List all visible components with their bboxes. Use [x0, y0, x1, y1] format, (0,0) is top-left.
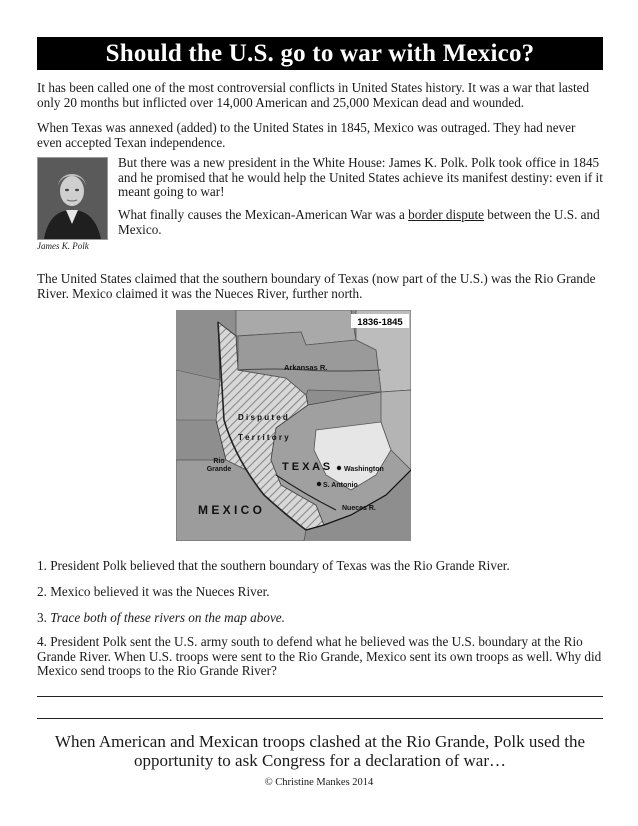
question-3-text: Trace both of these rivers on the map above. [50, 610, 285, 625]
boundary-claims-paragraph: The United States claimed that the southern boundary of Texas (now part of the U.S.) was the Rio Grande River. Mexico claimed it was the Nueces River, further north. [37, 271, 596, 301]
worksheet-title: Should the U.S. go to war with Mexico? [37, 37, 603, 70]
san-antonio-dot [317, 482, 321, 486]
question-1: 1. President Polk believed that the southern boundary of Texas was the Rio Grande River. [37, 558, 510, 573]
san-antonio-label: S. Antonio [323, 482, 358, 489]
closing-statement: When American and Mexican troops clashed at the Rio Grande, Polk used the opportunity to ask Congress for a declaration of war… [54, 732, 586, 770]
washington-dot [337, 466, 341, 470]
texas-label: T E X A S [282, 461, 331, 473]
intro-paragraph: It has been called one of the most controversial conflicts in United States history. It was a war that lasted only 20 months but inflicted over 14,000 American and 25,000 Mexican dead and wounded. [37, 80, 590, 110]
polk-paragraph: But there was a new president in the White House: James K. Polk. Polk took office in 1845 and he promised that he would help the United States achieve its manifest destiny: even if it meant going to war! [118, 155, 603, 200]
question-3 [37, 611, 603, 626]
war-cause-prefix: What finally causes the Mexican-American War was a [118, 207, 409, 222]
question-3-number: 3. [37, 610, 51, 625]
question-4: 4. President Polk sent the U.S. army south to defend what he believed was the U.S. boundary at the Rio Grande River. When U.S. troops were sent to the Rio Grande, Mexico sent its own troops as well. Why did Mexico send troops to the Rio Grande River? [37, 634, 602, 679]
answer-line-2[interactable] [37, 718, 603, 719]
war-cause-suffix: between the U.S. and Mexico. [118, 207, 600, 237]
nueces-river-label: Nueces R. [342, 505, 376, 512]
annexation-paragraph: When Texas was annexed (added) to the United States in 1845, Mexico was outraged. They had never even accepted Texan independence. [37, 120, 576, 150]
war-cause-paragraph [118, 208, 603, 237]
question-2: 2. Mexico believed it was the Nueces River. [37, 584, 270, 599]
texas-border-map [176, 310, 411, 541]
rio-grande-label-line1: Rio [213, 458, 225, 465]
rio-grande-label-line2: Grande [206, 466, 232, 473]
washington-label: Washington [344, 466, 384, 473]
answer-line-1[interactable] [37, 696, 603, 697]
mexico-label: M E X I C O [198, 503, 263, 517]
map-years-label: 1836-1845 [357, 317, 403, 328]
arkansas-river-label: Arkansas R. [284, 363, 328, 372]
portrait-caption: James K. Polk [37, 241, 89, 251]
border-dispute-link[interactable]: border dispute [408, 207, 484, 222]
disputed-label-line2: T e r r i t o r y [238, 433, 289, 442]
disputed-label-line1: D i s p u t e d [238, 413, 288, 422]
polk-portrait [37, 157, 108, 240]
copyright-footer: © Christine Mankes 2014 [264, 777, 374, 788]
